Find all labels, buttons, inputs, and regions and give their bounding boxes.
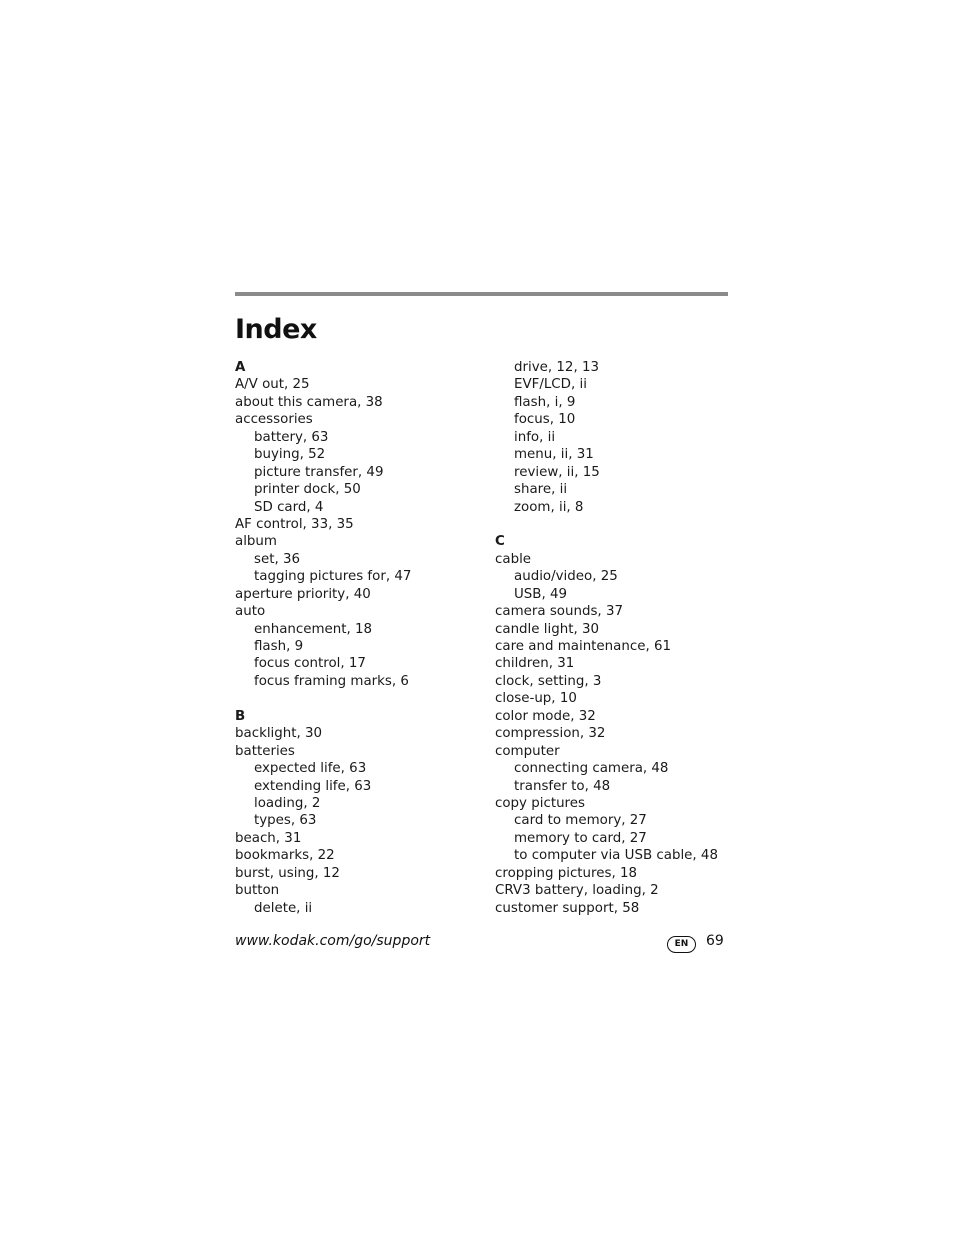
index-entry: beach, 31 [235,830,302,846]
index-entry: close-up, 10 [495,691,577,707]
index-subentry: USB, 49 [514,586,568,602]
index-entry: A/V out, 25 [235,377,310,393]
index-subentry: EVF/LCD, ii [514,377,587,393]
index-subentry: focus, 10 [514,412,576,428]
index-entry: clock, setting, 3 [495,673,602,689]
index-entry: camera sounds, 37 [495,604,623,620]
index-subentry: types, 63 [254,813,317,829]
index-section-letter: B [235,708,246,724]
index-section-letter: A [235,360,246,375]
index-entry: copy pictures [495,795,585,811]
index-entry: CRV3 battery, loading, 2 [495,883,659,899]
index-section-letter: C [495,534,505,550]
index-entry: AF control, 33, 35 [235,516,354,532]
index-entry: customer support, 58 [495,900,640,916]
index-subentry: set, 36 [254,551,301,567]
index-entry: children, 31 [495,656,575,672]
index-entry: bookmarks, 22 [235,848,335,864]
index-entry: candle light, 30 [495,621,599,637]
index-subentry: menu, ii, 31 [514,447,594,463]
index-subentry: extending life, 63 [254,778,372,794]
index-subentry: flash, 9 [254,639,304,654]
index-subentry: printer dock, 50 [254,482,361,498]
index-subentry: connecting camera, 48 [514,761,669,777]
index-subentry: card to memory, 27 [514,813,647,829]
index-subentry: focus control, 17 [254,656,366,672]
language-badge: EN [667,936,696,953]
index-entry: compression, 32 [495,726,606,742]
section-gap [495,516,718,533]
index-entry: care and maintenance, 61 [495,639,672,654]
header-rule [235,292,728,296]
index-subentry: transfer to, 48 [514,778,611,794]
index-column-left [235,359,411,917]
index-entry: button [235,883,280,899]
index-subentry: info, ii [514,429,556,445]
index-subentry: audio/video, 25 [514,569,618,585]
index-subentry: battery, 63 [254,429,329,445]
index-entry: batteries [235,743,295,759]
index-entry: cropping pictures, 18 [495,865,638,881]
index-entry: album [235,534,277,550]
index-subentry: to computer via USB cable, 48 [514,848,718,864]
index-entry: cable [495,551,532,567]
index-entry: accessories [235,412,313,428]
index-subentry: buying, 52 [254,447,326,463]
index-entry: burst, using, 12 [235,865,340,881]
index-entry: about this camera, 38 [235,394,383,410]
index-subentry: flash, i, 9 [514,394,576,410]
index-subentry: zoom, ii, 8 [514,499,584,515]
index-entry: aperture priority, 40 [235,586,371,602]
index-entry: backlight, 30 [235,726,323,742]
index-subentry: memory to card, 27 [514,830,647,846]
page-number: 69 [706,933,724,949]
index-subentry: drive, 12, 13 [514,360,599,375]
index-subentry: delete, ii [254,900,313,916]
page-title: Index [235,314,317,345]
index-subentry: enhancement, 18 [254,621,373,637]
index-entry: color mode, 32 [495,708,596,724]
index-subentry: share, ii [514,482,568,498]
index-subentry: picture transfer, 49 [254,464,384,480]
index-subentry: SD card, 4 [254,499,324,515]
index-subentry: tagging pictures for, 47 [254,569,412,585]
footer-url[interactable]: www.kodak.com/go/support [235,933,431,949]
index-entry: computer [495,743,560,759]
index-entry: auto [235,604,266,620]
index-subentry: focus framing marks, 6 [254,673,409,689]
index-subentry: review, ii, 15 [514,464,600,480]
index-column-right [495,359,718,917]
index-subentry: expected life, 63 [254,761,367,777]
section-gap [235,690,411,707]
index-subentry: loading, 2 [254,795,321,811]
